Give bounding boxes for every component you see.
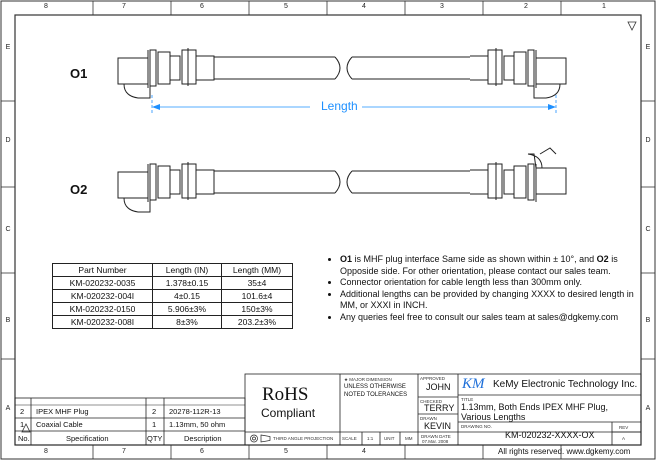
view-label-o1: O1 xyxy=(70,66,88,81)
drawing-number: KM-020232-XXXX-OX xyxy=(505,430,595,440)
approved-label: APPROVED xyxy=(420,376,446,381)
drawn-name: KEVIN xyxy=(424,421,452,431)
drawn-label: DRAWN xyxy=(420,416,437,421)
cell-part-number: KM-020232-0035 xyxy=(53,277,153,290)
zone-row-b-right: B xyxy=(645,317,651,324)
table-row xyxy=(53,316,293,329)
tolerance-line-1: UNLESS OTHERWISE xyxy=(344,384,406,390)
note-bold-o2: O2 xyxy=(596,254,609,264)
table-row xyxy=(53,277,293,290)
note-text: Any queries feel free to consult our sales team at sales@dgkemy.com xyxy=(340,311,619,322)
zone-row-d-right: D xyxy=(645,137,651,144)
title-line-2: Various Lengths xyxy=(461,412,526,422)
zone-row-a-right: A xyxy=(645,405,651,412)
outer-border xyxy=(1,1,655,459)
zone-col-5: 5 xyxy=(284,3,288,10)
note-item xyxy=(340,289,635,312)
projection-symbol-icon xyxy=(251,435,271,442)
rev-label: REV xyxy=(619,425,629,430)
col-header-length-in: Length (IN) xyxy=(153,264,222,277)
part-number-table xyxy=(52,263,293,329)
drawn-date: 07.Mar. 2008 xyxy=(422,439,449,444)
drawn-date-label: DRAWN DATE xyxy=(421,434,451,439)
unit-value: MM xyxy=(405,436,413,441)
zone-col-8-bottom: 8 xyxy=(44,448,48,455)
bom-header-qty: QTY xyxy=(147,434,163,443)
zone-row-c: C xyxy=(5,226,11,233)
zone-col-1: 1 xyxy=(602,3,606,10)
major-dimension-label: ★ MAJOR DIMENSION xyxy=(344,377,392,382)
zone-col-7-bottom: 7 xyxy=(122,448,126,455)
orientation-arrow-icon xyxy=(628,22,636,30)
note-item xyxy=(340,254,635,277)
cell-length-in: 8±3% xyxy=(153,316,222,329)
cell-part-number: KM-020232-004I xyxy=(53,290,153,303)
zone-row-e: E xyxy=(5,44,11,51)
checked-name: TERRY xyxy=(424,403,455,413)
note-text: Connector orientation for cable length less than 300mm only. xyxy=(340,277,582,288)
bom-no: 2 xyxy=(20,407,25,416)
table-row xyxy=(53,303,293,316)
title-label: TITLE xyxy=(461,397,474,402)
length-label: Length xyxy=(321,99,358,113)
table-row xyxy=(53,290,293,303)
rohs-mark: RoHS xyxy=(262,384,309,405)
bom-no: 1 xyxy=(20,420,25,429)
cell-part-number: KM-020232-008I xyxy=(53,316,153,329)
notes-list xyxy=(330,254,635,324)
tolerance-line-2: NOTED TOLERANCES xyxy=(344,392,408,398)
checked-label: CHECKED xyxy=(420,399,443,404)
drawing-no-label: DRAWING NO. xyxy=(461,424,492,429)
projection-label: THIRD ANGLE PROJECTION xyxy=(273,436,334,441)
bom-spec: Coaxial Cable xyxy=(36,420,83,429)
table-header-row xyxy=(53,264,293,277)
rev-value: A xyxy=(622,436,626,441)
zone-col-5-bottom: 5 xyxy=(284,448,288,455)
bom-desc: 1.13mm, 50 ohm xyxy=(169,420,226,429)
bom-header-spec: Specification xyxy=(66,434,109,443)
zone-row-c-right: C xyxy=(645,226,651,233)
note-bold-o1: O1 xyxy=(340,254,353,264)
note-item xyxy=(340,277,635,289)
copyright-text: All rights reserved. www.dgkemy.com xyxy=(498,447,631,456)
cell-part-number: KM-020232-0150 xyxy=(53,303,153,316)
cell-length-in: 4±0.15 xyxy=(153,290,222,303)
note-text: is Opposide side. For other orientation, please contact our sales team. xyxy=(340,254,618,276)
view-label-o2: O2 xyxy=(70,182,88,197)
bom-header-desc: Description xyxy=(184,434,222,443)
zone-col-4-bottom: 4 xyxy=(362,448,366,455)
zone-col-6: 6 xyxy=(200,3,204,10)
bom-qty: 2 xyxy=(152,407,157,416)
cell-length-mm: 150±3% xyxy=(222,303,293,316)
col-header-length-mm: Length (MM) xyxy=(222,264,293,277)
bom-spec: IPEX MHF Plug xyxy=(36,407,89,416)
zone-col-4: 4 xyxy=(362,3,366,10)
cell-length-mm: 35±4 xyxy=(222,277,293,290)
scale-label: SCALE xyxy=(342,436,357,441)
cell-length-in: 5.906±3% xyxy=(153,303,222,316)
scale-value: 1:1 xyxy=(367,436,374,441)
cell-length-mm: 203.2±3% xyxy=(222,316,293,329)
note-text: Additional lengths can be provided by changing XXXX to desired length in MM, or XXXI in INCH. xyxy=(340,288,634,311)
bom-qty: 1 xyxy=(152,420,157,429)
cable-view-o1 xyxy=(118,48,566,98)
bom-header-no: No. xyxy=(18,434,30,443)
company-name: KeMy Electronic Technology Inc. xyxy=(493,379,638,390)
note-text: is MHF plug interface Same side as shown within ± 10°, and xyxy=(352,254,597,264)
note-item xyxy=(340,312,635,324)
cell-length-mm: 101.6±4 xyxy=(222,290,293,303)
zone-ticks xyxy=(1,1,655,459)
col-header-part-number: Part Number xyxy=(53,264,153,277)
title-line-1: 1.13mm, Both Ends IPEX MHF Plug, xyxy=(461,402,609,412)
zone-col-3: 3 xyxy=(440,3,444,10)
zone-row-b: B xyxy=(5,317,11,324)
zone-col-6-bottom: 6 xyxy=(200,448,204,455)
zone-row-e-right: E xyxy=(645,44,651,51)
cable-view-o2 xyxy=(118,148,566,212)
zone-col-7: 7 xyxy=(122,3,126,10)
approved-name: JOHN xyxy=(426,382,451,392)
cell-length-in: 1.378±0.15 xyxy=(153,277,222,290)
zone-col-2: 2 xyxy=(524,3,528,10)
rohs-compliant: Compliant xyxy=(261,406,316,420)
company-logo: KM xyxy=(462,376,485,392)
zone-row-d: D xyxy=(5,137,11,144)
zone-col-8: 8 xyxy=(44,3,48,10)
zone-row-a: A xyxy=(5,405,11,412)
bom-desc: 20278-112R-13 xyxy=(169,407,221,416)
unit-label: UNIT xyxy=(384,436,395,441)
